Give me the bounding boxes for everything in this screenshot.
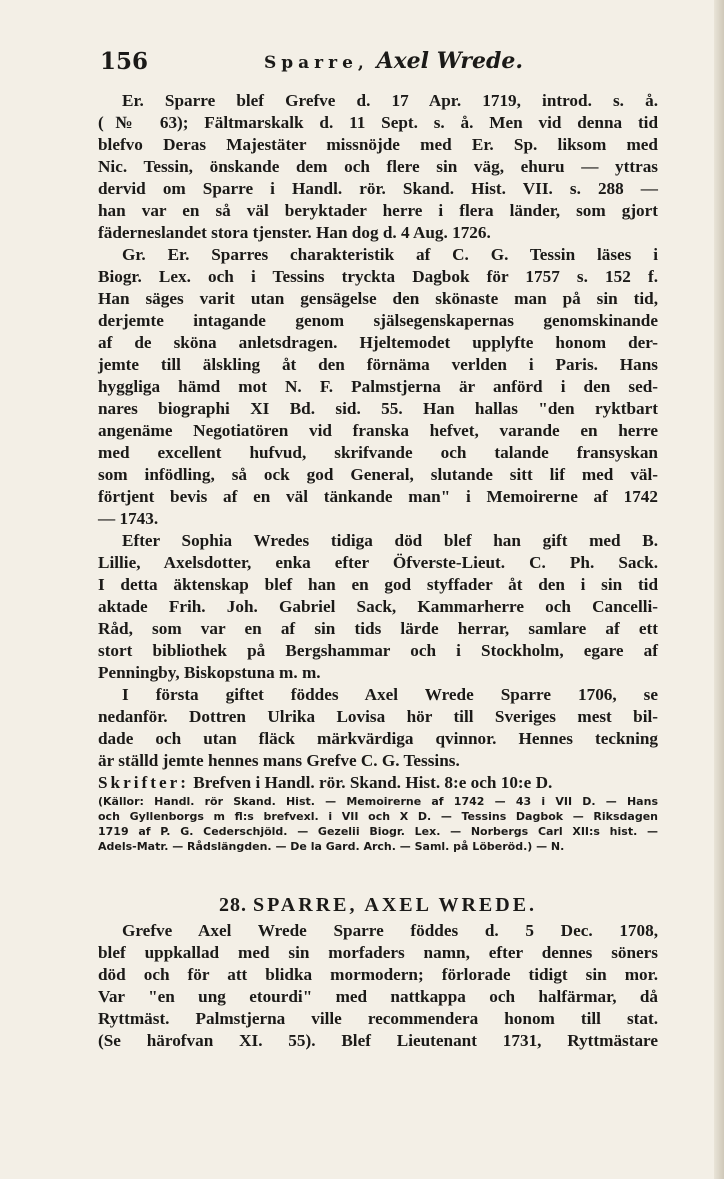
text-line: blefvo Deras Majestäter missnöjde med Er. Sp. liksom med (98, 135, 658, 154)
text-line: Penningby, Biskopstuna m. m. (98, 663, 321, 682)
text-line: fäderneslandet stora tjenster. Han dog d. 4 Aug. 1726. (98, 223, 491, 242)
paragraph-3 (98, 530, 658, 684)
text-line: jemte till älskling åt den förnäma verlden i Paris. Hans (98, 355, 658, 374)
section-number: 28. (218, 894, 247, 916)
running-title-name: Sparre, (264, 53, 369, 73)
running-title (264, 48, 523, 74)
text-line: hyggliga hämd mot N. F. Palmstjerna är anförd i den sed- (98, 377, 658, 396)
text-line: Er. Sparre blef Grefve d. 17 Apr. 1719, introd. s. å. (122, 91, 658, 110)
skrifter-line (98, 772, 658, 794)
text-line: I detta äktenskap blef han en god styffader åt den i sin tid (98, 575, 658, 594)
text-line: (№ 63); Fältmarskalk d. 11 Sept. s. å. Men vid denna tid (98, 113, 658, 132)
running-head (100, 48, 700, 88)
text-line: angenäme Negotiatören vid franska hefvet, varande en herre (98, 421, 658, 440)
text-line: Biogr. Lex. och i Tessins tryckta Dagbok för 1757 s. 152 f. (98, 267, 658, 286)
text-line: I första giftet föddes Axel Wrede Sparre 1706, se (122, 685, 658, 704)
section-heading (98, 894, 658, 916)
paragraph-2 (98, 244, 658, 530)
text-line: Råd, som var en af sin tids lärde herrar, samlare af ett (98, 619, 658, 638)
sources-line: 1719 af P. G. Cederschjöld. — Gezelii Biogr. Lex. — Norbergs Carl XII:s hist. — (98, 825, 658, 838)
text-line: förtjent bevis af en väl tänkande man" i Memoirerne af 1742 (98, 487, 658, 506)
paragraph-1 (98, 90, 658, 244)
text-line: stort bibliothek på Bergshammar och i Stockholm, egare af (98, 641, 658, 660)
text-line: nedanför. Dottren Ulrika Lovisa hör till Sveriges mest bil- (98, 707, 658, 726)
skrifter (98, 772, 658, 794)
skrifter-text: Brefven i Handl. rör. Skand. Hist. 8:e och 10:e D. (193, 773, 553, 792)
text-line: är ställd jemte hennes mans Grefve C. G. Tessins. (98, 751, 460, 770)
sources-line: och Gyllenborgs m fl:s brefvexl. i VII och X D. — Tessins Dagbok — Riksdagen (98, 810, 658, 823)
text-line: död och för att blidka mormodern; förlorade tidigt sin mor. (98, 965, 658, 984)
page-edge (714, 0, 724, 1179)
paragraph-4 (98, 684, 658, 772)
text-line: Han säges varit utan gensägelse den skönaste man på sin tid, (98, 289, 658, 308)
text-line: Grefve Axel Wrede Sparre föddes d. 5 Dec. 1708, (122, 921, 658, 940)
text-line: Var "en ung etourdi" med nattkappa och halfärmar, då (98, 987, 658, 1006)
text-line: Nic. Tessin, önskande dem och flere sin väg, ehuru — yttras (98, 157, 658, 176)
text-line: dervid om Sparre i Handl. rör. Skand. Hist. VII. s. 288 — (98, 179, 658, 198)
text-line: — 1743. (98, 509, 159, 528)
text-line: Ryttmäst. Palmstjerna ville recommendera honom till stat. (98, 1009, 658, 1028)
page-number: 156 (100, 48, 149, 75)
sources-block (98, 794, 658, 854)
text-line: Gr. Er. Sparres charakteristik af C. G. Tessin läses i (122, 245, 658, 264)
text-line: aktade Frih. Joh. Gabriel Sack, Kammarherre och Cancelli- (98, 597, 658, 616)
body-text (98, 90, 658, 1052)
text-line: Lillie, Axelsdotter, enka efter Öfverste-Lieut. C. Ph. Sack. (98, 553, 658, 572)
text-line: Efter Sophia Wredes tidiga död blef han gift med B. (122, 531, 658, 550)
running-title-subtitle: Axel Wrede. (376, 48, 524, 74)
text-line: af de sköna anletsdragen. Hjeltemodet upplyfte honom der- (98, 333, 658, 352)
text-line: som infödling, så ock god General, slutande sitt lif med väl- (98, 465, 658, 484)
skrifter-label: Skrifter: (98, 773, 189, 792)
text-line: blef uppkallad med sin morfaders namn, efter dennes söners (98, 943, 658, 962)
text-line: (Se härofvan XI. 55). Blef Lieutenant 1731, Ryttmästare (98, 1031, 658, 1050)
section-paragraph (98, 920, 658, 1052)
sources-line: Adels-Matr. — Rådslängden. — De la Gard. Arch. — Saml. på Löberöd.) — N. (98, 840, 565, 853)
text-line: med excellent hufvud, skrifvande och talande fransyskan (98, 443, 658, 462)
text-line: nares biographi XI Bd. sid. 55. Han hallas "den ryktbart (98, 399, 658, 418)
text-line: han var en så väl beryktader herre i flera länder, som gjort (98, 201, 658, 220)
text-line: dade och utan fläck märkvärdiga qvinnor. Hennes teckning (98, 729, 658, 748)
section-name: SPARRE, AXEL WREDE. (252, 894, 538, 916)
sources-line: (Källor: Handl. rör Skand. Hist. — Memoirerne af 1742 — 43 i VII D. — Hans (98, 795, 658, 808)
text-line: derjemte intagande genom själsegenskapernas genomskinande (98, 311, 658, 330)
